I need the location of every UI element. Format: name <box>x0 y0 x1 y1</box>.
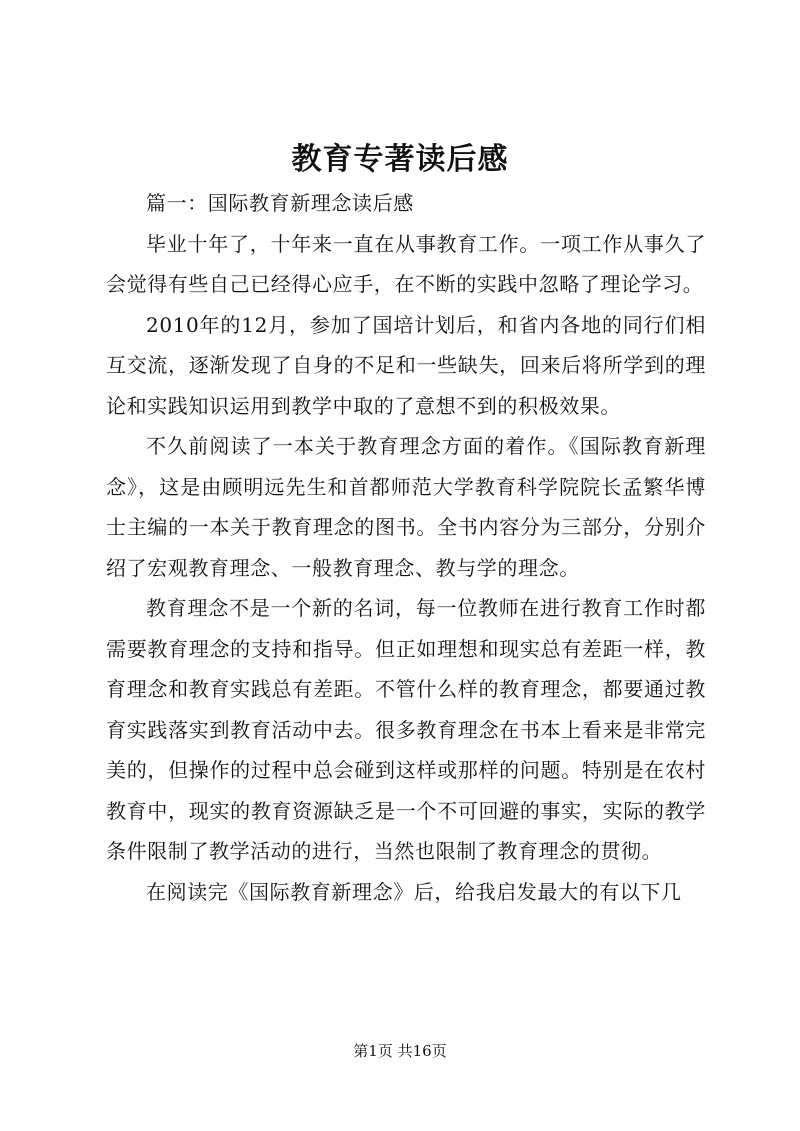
paragraph-section-heading: 篇一：国际教育新理念读后感 <box>146 191 414 215</box>
paragraph: 教育理念不是一个新的名词，每一位教师在进行教育工作时都需要教育理念的支持和指导。但正如理想和现实总有差距一样，教育理念和教育实践总有差距。不管什么样的教育理念，都要通过教育实践落实到教育活动中去。很多教育理念在书本上看来是非常完美的，但操作的过程中总会碰到这样或那样的问题。特别是在农村教育中，现实的教育资源缺乏是一个不可回避的事实，实际的教学条件限制了教学活动的进行，当然也限制了教育理念的贯彻。 <box>106 596 706 863</box>
paragraph: 2010年的12月，参加了国培计划后，和省内各地的同行们相互交流，逐渐发现了自身的不足和一些缺失，回来后将所学到的理论和实践知识运用到教学中取的了意想不到的积极效果。 <box>106 312 706 418</box>
paragraph: 在阅读完《国际教育新理念》后，给我启发最大的有以下几 <box>146 879 682 904</box>
document-title: 教育专著读后感 <box>291 142 509 177</box>
paragraph: 不久前阅读了一本关于教育理念方面的着作。《国际教育新理念》，这是由顾明远先生和首都师范大学教育科学院院长孟繁华博士主编的一本关于教育理念的图书。全书内容分为三部分，分别介绍了宏观教育理念、一般教育理念、教与学的理念。 <box>106 434 706 580</box>
document-body <box>106 183 706 912</box>
page-number-footer: 第1页 共16页 <box>353 1042 447 1060</box>
paragraph: 毕业十年了，十年来一直在从事教育工作。一项工作从事久了会觉得有些自己已经得心应手，在不断的实践中忽略了理论学习。 <box>106 231 706 296</box>
